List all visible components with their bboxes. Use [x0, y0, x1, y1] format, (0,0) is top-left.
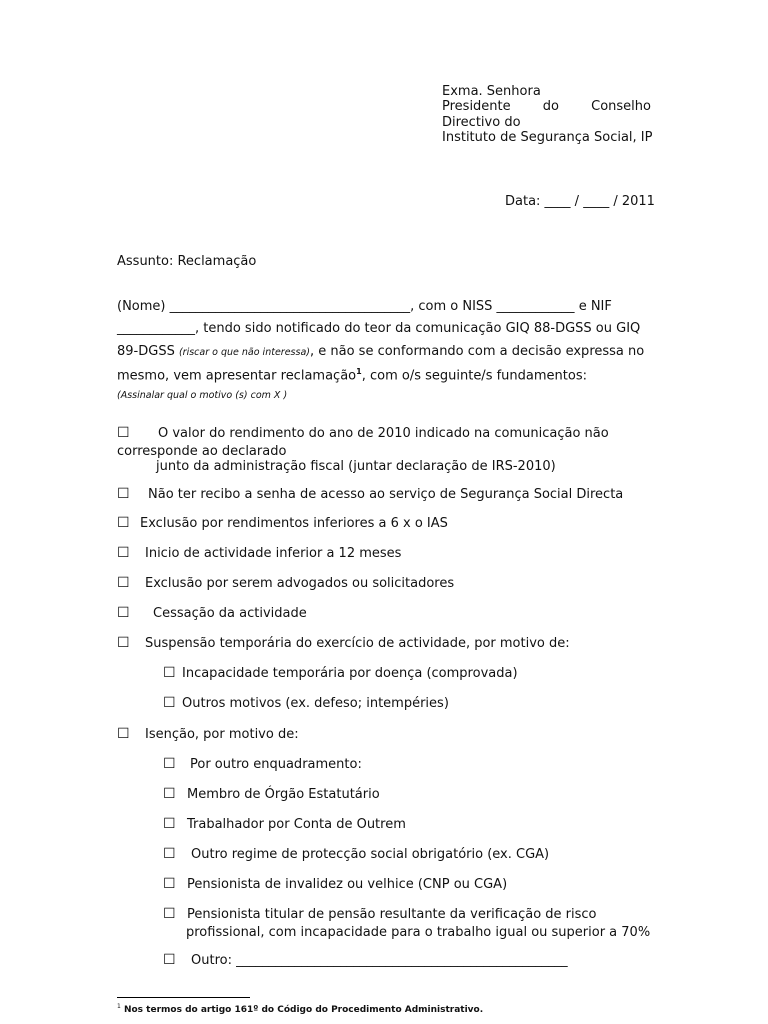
option-label: Trabalhador por Conta de Outrem	[187, 817, 406, 832]
checkbox[interactable]: ☐	[117, 726, 130, 742]
checkbox[interactable]: ☐	[117, 635, 130, 651]
checkbox[interactable]: ☐	[163, 952, 176, 968]
checkbox[interactable]: ☐	[163, 906, 176, 922]
option-label: O valor do rendimento do ano de 2010 indicado na comunicação não	[158, 426, 609, 441]
option-label: Pensionista de invalidez ou velhice (CNP ou CGA)	[187, 877, 508, 892]
body-line-1: (Nome) _____________________________________, com o NISS ____________ e NIF	[117, 299, 612, 314]
checkbox[interactable]: ☐	[163, 756, 176, 772]
body-text: mesmo, vem apresentar reclamação	[117, 368, 357, 384]
address-word: Presidente	[442, 99, 511, 114]
checkbox[interactable]: ☐	[117, 425, 130, 441]
checkbox[interactable]: ☐	[117, 605, 130, 621]
option-label: Outro regime de protecção social obrigatório (ex. CGA)	[191, 847, 550, 862]
address-line-1: Exma. Senhora	[442, 84, 541, 99]
option-label: Isenção, por motivo de:	[145, 727, 299, 742]
option-label: Inicio de actividade inferior a 12 meses	[145, 546, 402, 561]
checkbox[interactable]: ☐	[163, 816, 176, 832]
address-line-4: Instituto de Segurança Social, IP	[442, 130, 653, 145]
address-line-3: Directivo do	[442, 115, 521, 130]
subject-line: Assunto: Reclamação	[117, 254, 257, 269]
checkbox[interactable]: ☐	[163, 665, 176, 681]
checkbox[interactable]: ☐	[163, 876, 176, 892]
checkbox[interactable]: ☐	[117, 545, 130, 561]
address-line-2	[442, 99, 651, 114]
option-label: Exclusão por serem advogados ou solicitadores	[145, 576, 455, 591]
option-label: Por outro enquadramento:	[190, 757, 362, 772]
option-label: profissional, com incapacidade para o trabalho igual ou superior a 70%	[186, 925, 651, 940]
body-line-3	[117, 344, 644, 359]
checkbox[interactable]: ☐	[163, 846, 176, 862]
body-text: , com o/s seguinte/s fundamentos:	[361, 368, 587, 384]
checkbox[interactable]: ☐	[163, 695, 176, 711]
option-label: corresponde ao declarado	[117, 444, 287, 459]
checkbox[interactable]: ☐	[117, 575, 130, 591]
option-label: Pensionista titular de pensão resultante da verificação de risco	[187, 907, 597, 922]
body-text: 89-DGSS	[117, 344, 175, 359]
option-label: Outro: ___________________________________________________	[191, 953, 568, 968]
body-line-2: ____________, tendo sido notificado do teor da comunicação GIQ 88-DGSS ou GIQ	[117, 321, 641, 336]
option-label: Incapacidade temporária por doença (comprovada)	[182, 666, 518, 681]
option-label: Não ter recibo a senha de acesso ao serviço de Segurança Social Directa	[148, 487, 624, 502]
body-line-4	[117, 367, 587, 383]
option-label: Membro de Órgão Estatutário	[187, 787, 380, 802]
footnote	[117, 1003, 483, 1015]
instruction-note: (Assinalar qual o motivo (s) com X )	[117, 390, 288, 401]
option-label: Exclusão por rendimentos inferiores a 6 x o IAS	[140, 516, 448, 531]
address-word: do	[542, 99, 559, 114]
checkbox[interactable]: ☐	[163, 786, 176, 802]
option-label: Outros motivos (ex. defeso; intempéries)	[182, 696, 449, 711]
checkbox[interactable]: ☐	[117, 486, 130, 502]
footnote-text: Nos termos do artigo 161º do Código do Procedimento Administrativo.	[123, 1005, 484, 1015]
option-label: Cessação da actividade	[153, 606, 307, 621]
option-label: junto da administração fiscal (juntar declaração de IRS-2010)	[156, 459, 556, 474]
body-text: , e não se conformando com a decisão expressa no	[309, 344, 645, 359]
date-line: Data: ____ / ____ / 2011	[505, 194, 655, 209]
strike-note: (riscar o que não interessa)	[178, 347, 310, 358]
footnote-separator	[117, 997, 250, 998]
footnote-number: 1	[117, 1003, 121, 1010]
footnote-marker: 1	[356, 367, 362, 376]
address-word: Conselho	[591, 99, 651, 114]
option-label: Suspensão temporária do exercício de actividade, por motivo de:	[145, 636, 570, 651]
checkbox[interactable]: ☐	[117, 515, 130, 531]
